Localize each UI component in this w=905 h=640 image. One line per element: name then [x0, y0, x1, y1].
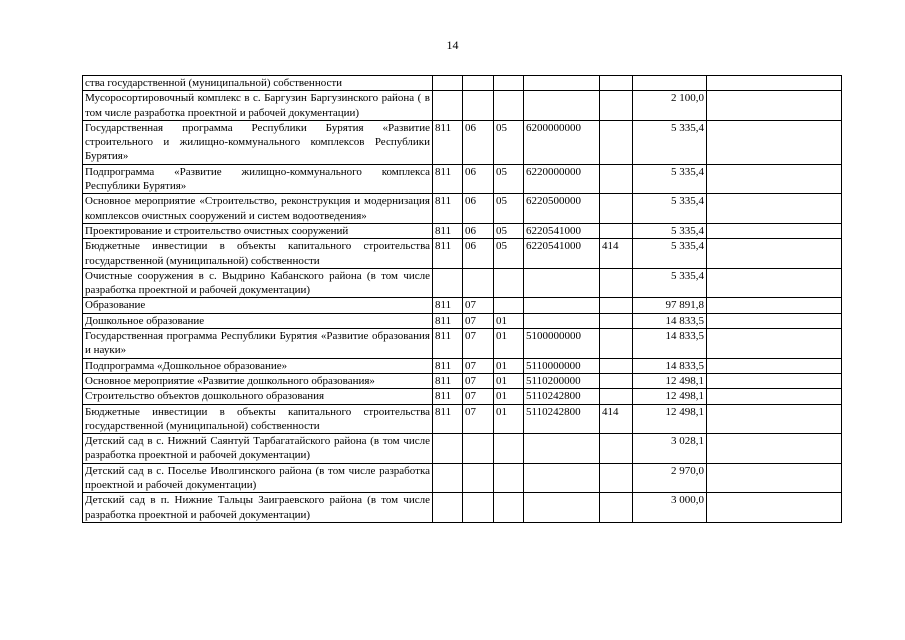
cell-grbs: 811 — [433, 329, 463, 359]
cell-extra — [707, 194, 842, 224]
cell-name: Бюджетные инвестиции в объекты капитального строительства государственной (муниципальной) собственности — [83, 239, 433, 269]
cell-section: 07 — [463, 329, 494, 359]
cell-expense-type — [600, 313, 633, 328]
cell-target-article — [524, 91, 600, 121]
cell-section: 06 — [463, 194, 494, 224]
cell-grbs: 811 — [433, 239, 463, 269]
table-row — [83, 313, 842, 328]
cell-amount: 3 028,1 — [633, 434, 707, 464]
cell-subsection: 05 — [494, 120, 524, 164]
cell-amount: 3 000,0 — [633, 493, 707, 523]
cell-subsection: 01 — [494, 358, 524, 373]
cell-grbs — [433, 493, 463, 523]
cell-extra — [707, 434, 842, 464]
cell-grbs: 811 — [433, 194, 463, 224]
cell-grbs: 811 — [433, 373, 463, 388]
cell-extra — [707, 239, 842, 269]
cell-target-article: 5110242800 — [524, 389, 600, 404]
table-row — [83, 91, 842, 121]
cell-amount: 5 335,4 — [633, 194, 707, 224]
cell-section — [463, 91, 494, 121]
cell-extra — [707, 389, 842, 404]
table-row — [83, 389, 842, 404]
cell-expense-type — [600, 268, 633, 298]
cell-target-article: 5110000000 — [524, 358, 600, 373]
cell-amount: 5 335,4 — [633, 239, 707, 269]
cell-amount: 97 891,8 — [633, 298, 707, 313]
cell-extra — [707, 298, 842, 313]
cell-subsection — [494, 298, 524, 313]
cell-target-article — [524, 313, 600, 328]
cell-subsection — [494, 76, 524, 91]
cell-target-article — [524, 76, 600, 91]
cell-target-article: 5110242800 — [524, 404, 600, 434]
cell-name: Строительство объектов дошкольного образования — [83, 389, 433, 404]
cell-target-article — [524, 434, 600, 464]
cell-section — [463, 268, 494, 298]
cell-name: Бюджетные инвестиции в объекты капитального строительства государственной (муниципальной) собственности — [83, 404, 433, 434]
cell-name: Мусоросортировочный комплекс в с. Баргузин Баргузинского района ( в том числе разработка проектной и рабочей документации) — [83, 91, 433, 121]
table-row — [83, 223, 842, 238]
cell-amount: 14 833,5 — [633, 329, 707, 359]
cell-grbs — [433, 91, 463, 121]
cell-section — [463, 493, 494, 523]
cell-target-article — [524, 493, 600, 523]
cell-target-article — [524, 298, 600, 313]
cell-extra — [707, 313, 842, 328]
cell-extra — [707, 373, 842, 388]
cell-section: 07 — [463, 389, 494, 404]
cell-name: Детский сад в п. Нижние Тальцы Заиграевского района (в том числе разработка проектной и рабочей документации) — [83, 493, 433, 523]
cell-section: 07 — [463, 298, 494, 313]
cell-grbs: 811 — [433, 120, 463, 164]
cell-subsection: 01 — [494, 404, 524, 434]
cell-expense-type — [600, 329, 633, 359]
table-row — [83, 164, 842, 194]
cell-target-article — [524, 463, 600, 493]
cell-extra — [707, 404, 842, 434]
cell-extra — [707, 463, 842, 493]
cell-amount: 5 335,4 — [633, 223, 707, 238]
cell-target-article: 6220541000 — [524, 223, 600, 238]
cell-target-article: 6220500000 — [524, 194, 600, 224]
cell-amount — [633, 76, 707, 91]
cell-name: ства государственной (муниципальной) собственности — [83, 76, 433, 91]
cell-extra — [707, 358, 842, 373]
cell-subsection: 01 — [494, 373, 524, 388]
cell-extra — [707, 493, 842, 523]
cell-expense-type — [600, 76, 633, 91]
cell-name: Проектирование и строительство очистных сооружений — [83, 223, 433, 238]
cell-section: 07 — [463, 358, 494, 373]
cell-expense-type — [600, 164, 633, 194]
table-body — [83, 76, 842, 523]
cell-section: 07 — [463, 404, 494, 434]
cell-subsection: 05 — [494, 194, 524, 224]
cell-section: 06 — [463, 164, 494, 194]
cell-section: 07 — [463, 373, 494, 388]
cell-section: 06 — [463, 120, 494, 164]
cell-expense-type — [600, 373, 633, 388]
cell-expense-type: 414 — [600, 404, 633, 434]
cell-expense-type — [600, 120, 633, 164]
cell-expense-type — [600, 223, 633, 238]
table-row — [83, 493, 842, 523]
cell-amount: 12 498,1 — [633, 373, 707, 388]
cell-expense-type — [600, 194, 633, 224]
cell-name: Государственная программа Республики Бурятия «Развитие строительного и жилищно-коммунального комплексов Республики Бурятия» — [83, 120, 433, 164]
cell-grbs: 811 — [433, 404, 463, 434]
table-row — [83, 404, 842, 434]
cell-expense-type: 414 — [600, 239, 633, 269]
table-row — [83, 239, 842, 269]
cell-name: Образование — [83, 298, 433, 313]
cell-subsection: 05 — [494, 223, 524, 238]
cell-name: Очистные сооружения в с. Выдрино Кабанского района (в том числе разработка проектной и рабочей документации) — [83, 268, 433, 298]
cell-subsection — [494, 91, 524, 121]
table-row — [83, 76, 842, 91]
cell-subsection: 01 — [494, 313, 524, 328]
cell-grbs: 811 — [433, 358, 463, 373]
cell-name: Дошкольное образование — [83, 313, 433, 328]
cell-expense-type — [600, 463, 633, 493]
cell-amount: 5 335,4 — [633, 164, 707, 194]
cell-grbs: 811 — [433, 298, 463, 313]
table-row — [83, 329, 842, 359]
cell-target-article: 6220541000 — [524, 239, 600, 269]
cell-grbs — [433, 268, 463, 298]
cell-amount: 12 498,1 — [633, 389, 707, 404]
cell-grbs: 811 — [433, 223, 463, 238]
page-number: 14 — [446, 38, 459, 52]
cell-subsection — [494, 268, 524, 298]
table-row — [83, 358, 842, 373]
cell-section — [463, 463, 494, 493]
cell-name: Подпрограмма «Дошкольное образование» — [83, 358, 433, 373]
cell-name: Детский сад в с. Поселье Иволгинского района (в том числе разработка проектной и рабочей документации) — [83, 463, 433, 493]
cell-expense-type — [600, 493, 633, 523]
cell-grbs — [433, 434, 463, 464]
cell-name: Основное мероприятие «Строительство, реконструкция и модернизация комплексов очистных сооружений и систем водоотведения» — [83, 194, 433, 224]
cell-subsection: 01 — [494, 329, 524, 359]
cell-amount: 5 335,4 — [633, 268, 707, 298]
cell-expense-type — [600, 298, 633, 313]
cell-grbs: 811 — [433, 313, 463, 328]
cell-target-article: 5100000000 — [524, 329, 600, 359]
cell-name: Основное мероприятие «Развитие дошкольного образования» — [83, 373, 433, 388]
cell-subsection — [494, 493, 524, 523]
cell-section: 07 — [463, 313, 494, 328]
cell-subsection: 05 — [494, 239, 524, 269]
cell-target-article — [524, 268, 600, 298]
cell-amount: 12 498,1 — [633, 404, 707, 434]
table-row — [83, 194, 842, 224]
cell-target-article: 5110200000 — [524, 373, 600, 388]
table-row — [83, 373, 842, 388]
cell-amount: 14 833,5 — [633, 358, 707, 373]
cell-amount: 14 833,5 — [633, 313, 707, 328]
table-row — [83, 268, 842, 298]
cell-subsection — [494, 463, 524, 493]
cell-amount: 2 970,0 — [633, 463, 707, 493]
cell-extra — [707, 164, 842, 194]
cell-target-article: 6220000000 — [524, 164, 600, 194]
cell-section — [463, 434, 494, 464]
cell-expense-type — [600, 358, 633, 373]
cell-amount: 2 100,0 — [633, 91, 707, 121]
table-row — [83, 463, 842, 493]
cell-extra — [707, 120, 842, 164]
cell-grbs: 811 — [433, 389, 463, 404]
table-row — [83, 298, 842, 313]
cell-subsection — [494, 434, 524, 464]
cell-subsection: 05 — [494, 164, 524, 194]
cell-section — [463, 76, 494, 91]
cell-name: Детский сад в с. Нижний Саянтуй Тарбагатайского района (в том числе разработка проектной и рабочей документации) — [83, 434, 433, 464]
budget-table — [82, 75, 842, 523]
cell-expense-type — [600, 91, 633, 121]
cell-grbs — [433, 463, 463, 493]
cell-subsection: 01 — [494, 389, 524, 404]
cell-expense-type — [600, 389, 633, 404]
table-row — [83, 434, 842, 464]
cell-expense-type — [600, 434, 633, 464]
cell-grbs — [433, 76, 463, 91]
cell-name: Государственная программа Республики Бурятия «Развитие образования и науки» — [83, 329, 433, 359]
cell-amount: 5 335,4 — [633, 120, 707, 164]
cell-name: Подпрограмма «Развитие жилищно-коммунального комплекса Республики Бурятия» — [83, 164, 433, 194]
table-row — [83, 120, 842, 164]
cell-extra — [707, 91, 842, 121]
cell-grbs: 811 — [433, 164, 463, 194]
cell-section: 06 — [463, 239, 494, 269]
cell-target-article: 6200000000 — [524, 120, 600, 164]
cell-extra — [707, 329, 842, 359]
cell-extra — [707, 268, 842, 298]
cell-section: 06 — [463, 223, 494, 238]
cell-extra — [707, 76, 842, 91]
cell-extra — [707, 223, 842, 238]
